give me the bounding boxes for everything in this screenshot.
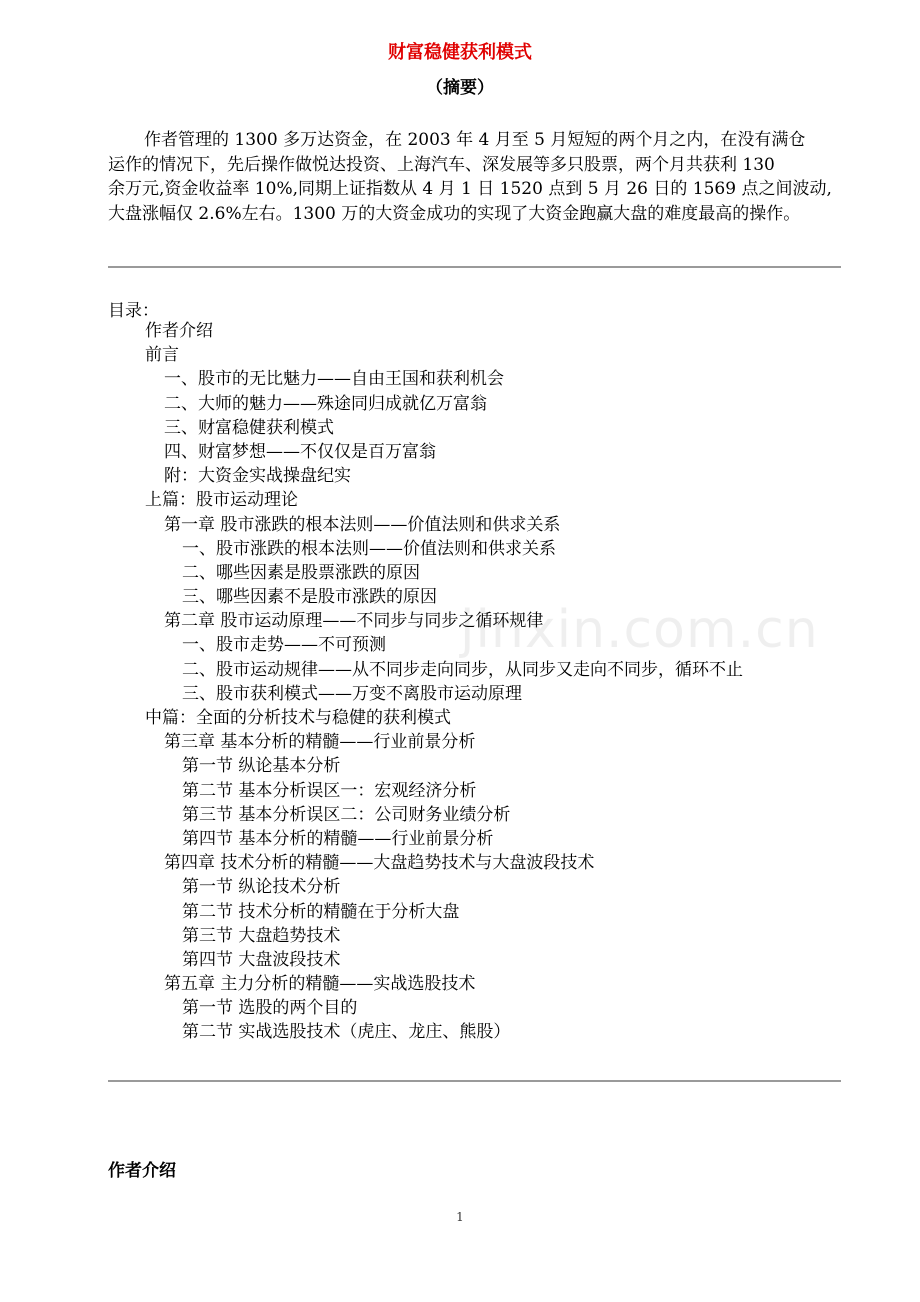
toc-item: 附：大资金实战操盘纪实 (164, 466, 351, 487)
toc-item: 一、股市涨跌的根本法则——价值法则和供求关系 (182, 538, 556, 559)
toc-item: 第二节 技术分析的精髓在于分析大盘 (182, 901, 460, 922)
toc-item: 前言 (145, 345, 179, 366)
page-number: 1 (456, 1210, 464, 1224)
toc-item: 第一节 纵论基本分析 (182, 756, 341, 777)
toc-item: 中篇：全面的分析技术与稳健的获利模式 (145, 708, 451, 728)
toc-item: 一、股市的无比魅力——自由王国和获利机会 (164, 369, 504, 390)
toc-item: 三、哪些因素不是股市涨跌的原因 (182, 587, 437, 608)
toc-item: 第一节 选股的两个目的 (182, 998, 358, 1019)
toc-heading: 目录： (108, 301, 159, 321)
horizontal-rule (108, 266, 841, 268)
table-of-contents (108, 319, 743, 1045)
abstract-paragraph (108, 128, 843, 226)
toc-item: 三、股市获利模式——万变不离股市运动原理 (182, 683, 522, 704)
section-heading: 作者介绍 (108, 1161, 176, 1181)
document-title: 财富稳健获利模式 (388, 42, 532, 63)
toc-item: 第五章 主力分析的精髓——实战选股技术 (164, 974, 476, 995)
toc-item: 第一节 纵论技术分析 (182, 877, 341, 898)
toc-item: 二、大师的魅力——殊途同归成就亿万富翁 (164, 393, 487, 414)
toc-item: 第二章 股市运动原理——不同步与同步之循环规律 (164, 611, 544, 632)
toc-item: 二、哪些因素是股票涨跌的原因 (182, 562, 420, 583)
toc-item: 第三章 基本分析的精髓——行业前景分析 (164, 732, 476, 753)
toc-item: 第二节 实战选股技术（虎庄、龙庄、熊股） (182, 1022, 511, 1043)
abstract-line: 运作的情况下，先后操作做悦达投资、上海汽车、深发展等多只股票，两个月共获利 130 (108, 154, 775, 175)
toc-item: 第一章 股市涨跌的根本法则——价值法则和供求关系 (164, 514, 561, 535)
toc-item: 第三节 基本分析误区二：公司财务业绩分析 (182, 804, 511, 825)
abstract-line: 余万元,资金收益率 10%,同期上证指数从 4 月 1 日 1520 点到 5 月 26 日的 1569 点之间波动, (108, 179, 832, 199)
toc-item: 一、股市走势——不可预测 (182, 635, 386, 656)
toc-item: 作者介绍 (145, 321, 213, 341)
toc-item: 三、财富稳健获利模式 (164, 417, 334, 438)
toc-item: 四、财富梦想——不仅仅是百万富翁 (164, 441, 436, 462)
toc-item: 第四节 大盘波段技术 (182, 949, 341, 970)
document-subtitle: （摘要） (426, 78, 494, 98)
abstract-line: 大盘涨幅仅 2.6%左右。1300 万的大资金成功的实现了大资金跑赢大盘的难度最高的操作。 (108, 203, 801, 224)
toc-item: 第二节 基本分析误区一：宏观经济分析 (182, 780, 477, 801)
horizontal-rule (108, 1080, 841, 1082)
toc-item: 二、股市运动规律——从不同步走向同步，从同步又走向不同步，循环不止 (182, 659, 743, 680)
toc-item: 上篇：股市运动理论 (145, 490, 298, 511)
toc-item: 第四章 技术分析的精髓——大盘趋势技术与大盘波段技术 (164, 853, 595, 874)
watermark: jinxin.com.cn (460, 600, 819, 660)
toc-item: 第三节 大盘趋势技术 (182, 925, 341, 946)
abstract-line: 作者管理的 1300 多万达资金，在 2003 年 4 月至 5 月短短的两个月之内，在没有满仓 (144, 130, 806, 150)
toc-item: 第四节 基本分析的精髓——行业前景分析 (182, 828, 494, 849)
